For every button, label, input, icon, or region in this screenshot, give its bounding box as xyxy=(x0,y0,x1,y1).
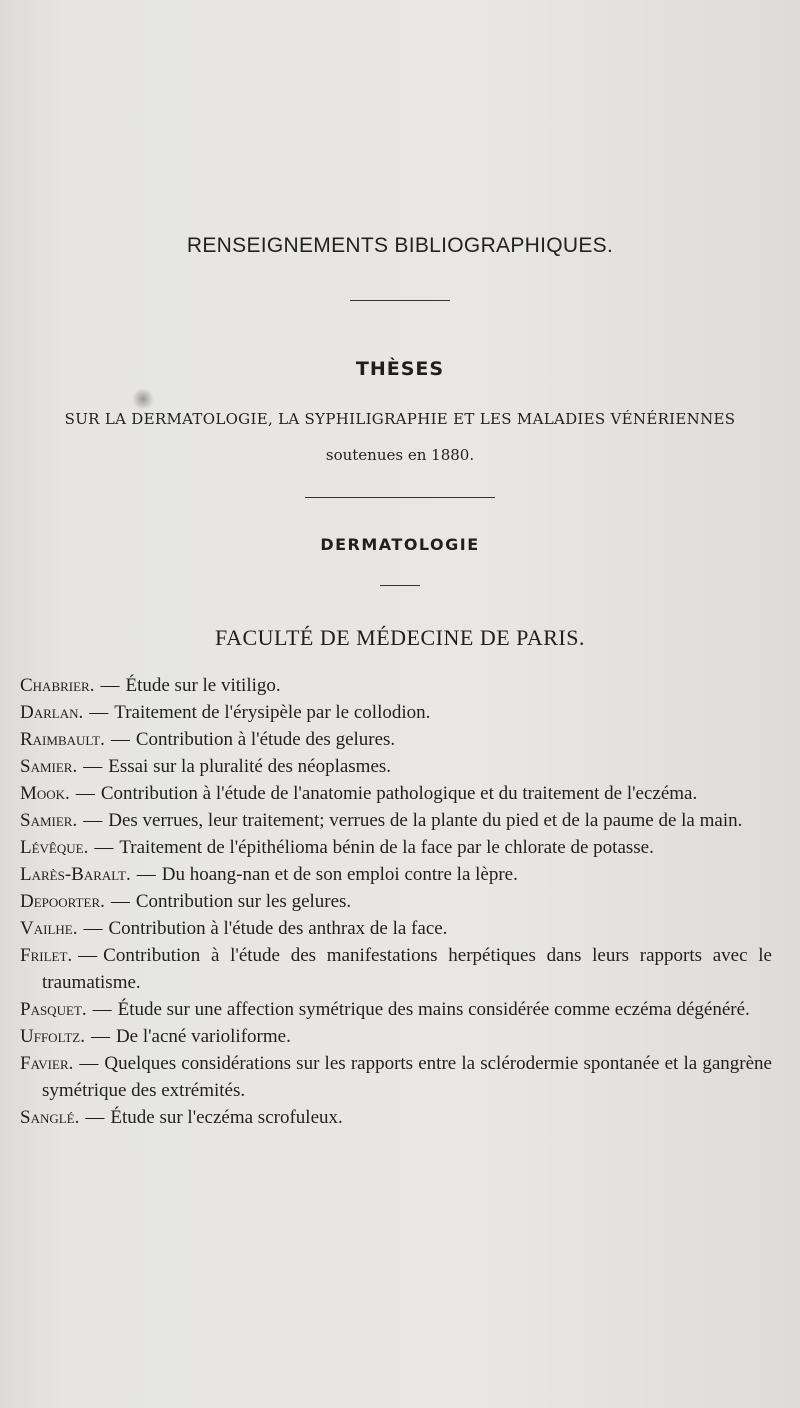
thesis-title: Étude sur l'eczéma scrofuleux. xyxy=(110,1107,343,1128)
thesis-title: Contribution à l'étude des anthrax de la face. xyxy=(108,918,448,939)
author-name: Samier. xyxy=(20,810,78,831)
author-name: Lévêque. xyxy=(20,837,89,858)
thesis-entry xyxy=(20,1023,772,1050)
thesis-entry xyxy=(20,753,772,780)
thesis-title: Essai sur la pluralité des néoplasmes. xyxy=(108,756,392,777)
thesis-entry xyxy=(20,861,772,888)
thesis-entry xyxy=(20,807,772,834)
em-dash: — xyxy=(83,918,103,939)
section-heading: THÈSES xyxy=(355,358,445,380)
page-title: RENSEIGNEMENTS BIBLIOGRAPHIQUES. xyxy=(186,234,614,257)
thesis-title: De l'acné varioliforme. xyxy=(115,1026,291,1047)
author-name: Depoorter. xyxy=(20,891,105,912)
author-name: Sanglé. xyxy=(20,1107,80,1128)
em-dash: — xyxy=(110,891,130,912)
divider xyxy=(350,300,450,301)
author-name: Uffoltz. xyxy=(20,1026,85,1047)
divider xyxy=(380,585,420,586)
author-name: Raimbault. xyxy=(20,729,105,750)
date-line: soutenues en 1880. xyxy=(325,446,475,464)
ink-stain xyxy=(132,388,154,410)
thesis-entry xyxy=(20,672,772,699)
faculty-heading: FACULTÉ DE MÉDECINE DE PARIS. xyxy=(215,625,585,650)
section-subheading: SUR LA DERMATOLOGIE, LA SYPHILIGRAPHIE ET LES MALADIES VÉNÉRIENNES xyxy=(64,410,736,428)
em-dash: — xyxy=(89,702,109,723)
thesis-entry xyxy=(20,915,772,942)
em-dash: — xyxy=(79,1053,99,1074)
thesis-entry xyxy=(20,780,772,807)
thesis-entry xyxy=(20,726,772,753)
em-dash: — xyxy=(94,837,114,858)
thesis-entry xyxy=(20,996,772,1023)
category-heading: DERMATOLOGIE xyxy=(320,535,480,554)
thesis-entry xyxy=(20,942,772,996)
em-dash: — xyxy=(100,675,120,696)
author-name: Chabrier. xyxy=(20,675,95,696)
em-dash: — xyxy=(85,1107,105,1128)
em-dash: — xyxy=(90,1026,110,1047)
thesis-title: Contribution à l'étude de l'anatomie pathologique et du traitement de l'eczéma. xyxy=(100,783,698,804)
author-name: Samier. xyxy=(20,756,78,777)
thesis-title: Du hoang-nan et de son emploi contre la lèpre. xyxy=(161,864,518,885)
em-dash: — xyxy=(136,864,156,885)
thesis-title: Quelques considérations sur les rapports entre la sclérodermie spontanée et la gangrène symétrique des extrémités. xyxy=(42,1053,772,1101)
thesis-title: Étude sur le vitiligo. xyxy=(125,675,281,696)
author-name: Vailhe. xyxy=(20,918,78,939)
em-dash: — xyxy=(92,999,112,1020)
author-name: Larès-Baralt. xyxy=(20,864,131,885)
thesis-title: Traitement de l'épithélioma bénin de la face par le chlorate de potasse. xyxy=(119,837,654,858)
thesis-list xyxy=(20,672,772,1131)
thesis-title: Traitement de l'érysipèle par le collodion. xyxy=(114,702,431,723)
thesis-title: Contribution sur les gelures. xyxy=(135,891,352,912)
author-name: Frilet. xyxy=(20,945,73,966)
thesis-title: Contribution à l'étude des manifestations herpétiques dans leurs rapports avec le traumatisme. xyxy=(42,945,772,993)
em-dash: — xyxy=(110,729,130,750)
thesis-entry xyxy=(20,888,772,915)
author-name: Darlan. xyxy=(20,702,84,723)
author-name: Mook. xyxy=(20,783,70,804)
thesis-entry xyxy=(20,834,772,861)
em-dash: — xyxy=(75,783,95,804)
author-name: Favier. xyxy=(20,1053,74,1074)
divider xyxy=(305,497,495,498)
thesis-title: Des verrues, leur traitement; verrues de la plante du pied et de la paume de la main. xyxy=(108,810,743,831)
thesis-title: Contribution à l'étude des gelures. xyxy=(135,729,396,750)
author-name: Pasquet. xyxy=(20,999,87,1020)
em-dash: — xyxy=(83,810,103,831)
em-dash: — xyxy=(83,756,103,777)
thesis-entry xyxy=(20,699,772,726)
thesis-entry xyxy=(20,1050,772,1104)
em-dash: — xyxy=(78,945,98,966)
thesis-entry xyxy=(20,1104,772,1131)
thesis-title: Étude sur une affection symétrique des mains considérée comme eczéma dégénéré. xyxy=(117,999,750,1020)
